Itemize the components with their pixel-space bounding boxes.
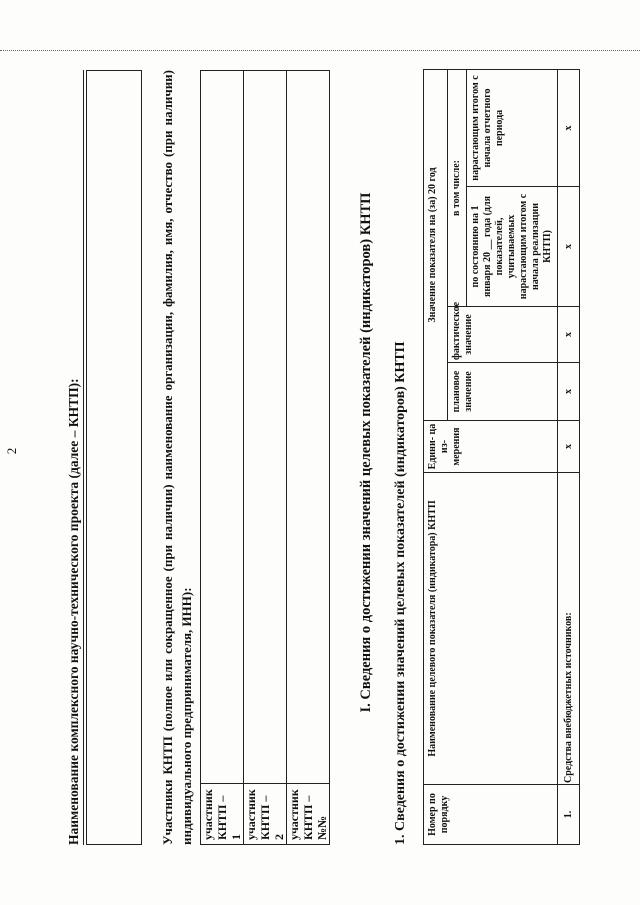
participant-field[interactable] (201, 71, 244, 784)
col-actual-header: фактическое значение (448, 307, 558, 363)
row-unit: x (558, 421, 580, 473)
participant-field[interactable] (244, 71, 287, 784)
heading-underline (83, 70, 84, 845)
indicators-table (423, 69, 580, 845)
participants-intro: Участники КНТП (полное или сокращенное (при наличии) наименование организации, фамилия, имя, отчество (при наличии) индивидуального предпринимателя, ИНН): (160, 70, 194, 845)
header-row (424, 70, 448, 845)
participant-field[interactable] (287, 71, 330, 784)
col-as-of-jan-header: по состоянию на 1 января 20 __ года (для показателей, учитываемых нарастающим итогом с начала реализации КНТП) (467, 187, 558, 307)
col-value-group-header: Значение показателя на (за) 20 год (424, 70, 448, 421)
col-name-header: Наименование целевого показателя (индикатора) КНТП (424, 473, 558, 785)
row-as-of-jan: x (558, 187, 580, 307)
row-actual: x (558, 307, 580, 363)
project-name-heading: Наименование комплексного научно-технического проекта (далее – КНТП): (66, 378, 81, 845)
section-title: I. Сведения о достижении значений целевых показателей (индикаторов) КНТП (358, 192, 374, 713)
table-row (558, 70, 580, 845)
col-planned-header: плановое значение (448, 363, 558, 421)
participant-row (201, 71, 244, 845)
participants-table (200, 70, 330, 845)
row-cumulative: x (558, 70, 580, 187)
col-unit-header: Едини- ца из- мерения (424, 421, 558, 473)
project-name-field[interactable] (86, 70, 142, 845)
participant-label: участник КНТП – 1 (201, 784, 244, 845)
col-number-header: Номер по порядку (424, 785, 558, 845)
participant-row (287, 71, 330, 845)
cut-line (0, 50, 640, 51)
participant-row (244, 71, 287, 845)
participant-label: участник КНТП – 2 (244, 784, 287, 845)
subsection-title: 1. Сведения о достижении значений целевых показателей (индикаторов) КНТП (393, 341, 408, 845)
col-including-header: в том числе: (448, 70, 467, 307)
row-name: Средства внебюджетных источников: (558, 473, 580, 785)
participant-label: участник КНТП – №№ (287, 784, 330, 845)
row-planned: x (558, 363, 580, 421)
col-cumulative-header: нарастающим итогом с начала отчетного периода (467, 70, 558, 187)
row-number: 1. (558, 785, 580, 845)
page-number: 2 (4, 447, 19, 455)
